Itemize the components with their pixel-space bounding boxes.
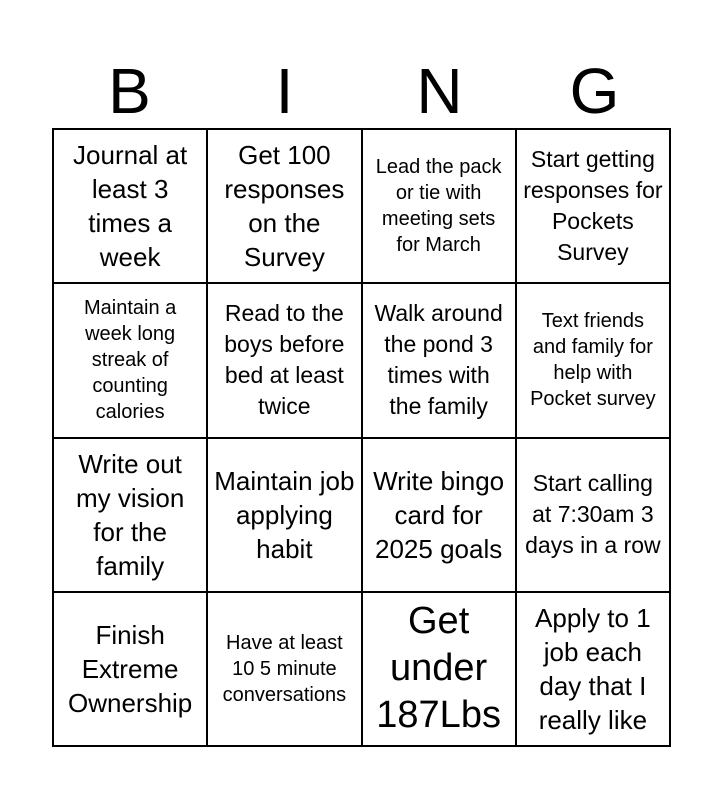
bingo-cell[interactable] [362, 129, 516, 283]
bingo-cell[interactable] [516, 283, 670, 437]
bingo-cell[interactable] [207, 592, 361, 746]
title-letter-g: G [569, 55, 620, 127]
cell-text: Apply to 1 job each day that I really like [535, 602, 651, 735]
bingo-cell[interactable] [516, 592, 670, 746]
cell-text: Get 100 responses on the Survey [224, 140, 345, 273]
bingo-cell[interactable] [53, 438, 207, 592]
bingo-cell[interactable] [362, 592, 516, 746]
cell-text: Maintain a week long streak of counting calories [83, 297, 177, 424]
title-letter-b: B [108, 55, 151, 127]
cell-text: Start calling at 7:30am 3 days in a row [525, 470, 661, 559]
cell-text: Lead the pack or tie with meeting sets for March [375, 156, 502, 257]
bingo-cell[interactable] [53, 283, 207, 437]
cell-text: Write out my vision for the family [75, 448, 185, 581]
title-letter-i: I [275, 55, 294, 127]
cell-text: Read to the boys before bed at least twice [224, 300, 345, 420]
bingo-cell[interactable] [53, 129, 207, 283]
cell-text: Text friends and family for help with Pocket survey [530, 310, 656, 411]
bingo-cell[interactable] [362, 283, 516, 437]
bingo-grid [52, 128, 671, 747]
bingo-cell[interactable] [362, 438, 516, 592]
bingo-cell[interactable] [516, 438, 670, 592]
cell-text: Maintain job applying habit [214, 465, 355, 564]
cell-text: Finish Extreme Ownership [67, 619, 193, 718]
bingo-cell[interactable] [516, 129, 670, 283]
cell-text: Journal at least 3 times a week [73, 140, 188, 273]
cell-text: Write bingo card for 2025 goals [373, 465, 505, 564]
bingo-cell[interactable] [207, 283, 361, 437]
cell-text: Have at least 10 5 minute conversations [222, 631, 347, 706]
cell-text: Get under 187Lbs [376, 600, 501, 737]
bingo-cell[interactable] [207, 438, 361, 592]
title-letter-n: N [416, 55, 463, 127]
bingo-cell[interactable] [53, 592, 207, 746]
cell-text: Start getting responses for Pockets Survey [523, 146, 663, 266]
cell-text: Walk around the pond 3 times with the family [374, 300, 503, 420]
bingo-cell[interactable] [207, 129, 361, 283]
bingo-title [52, 55, 672, 127]
